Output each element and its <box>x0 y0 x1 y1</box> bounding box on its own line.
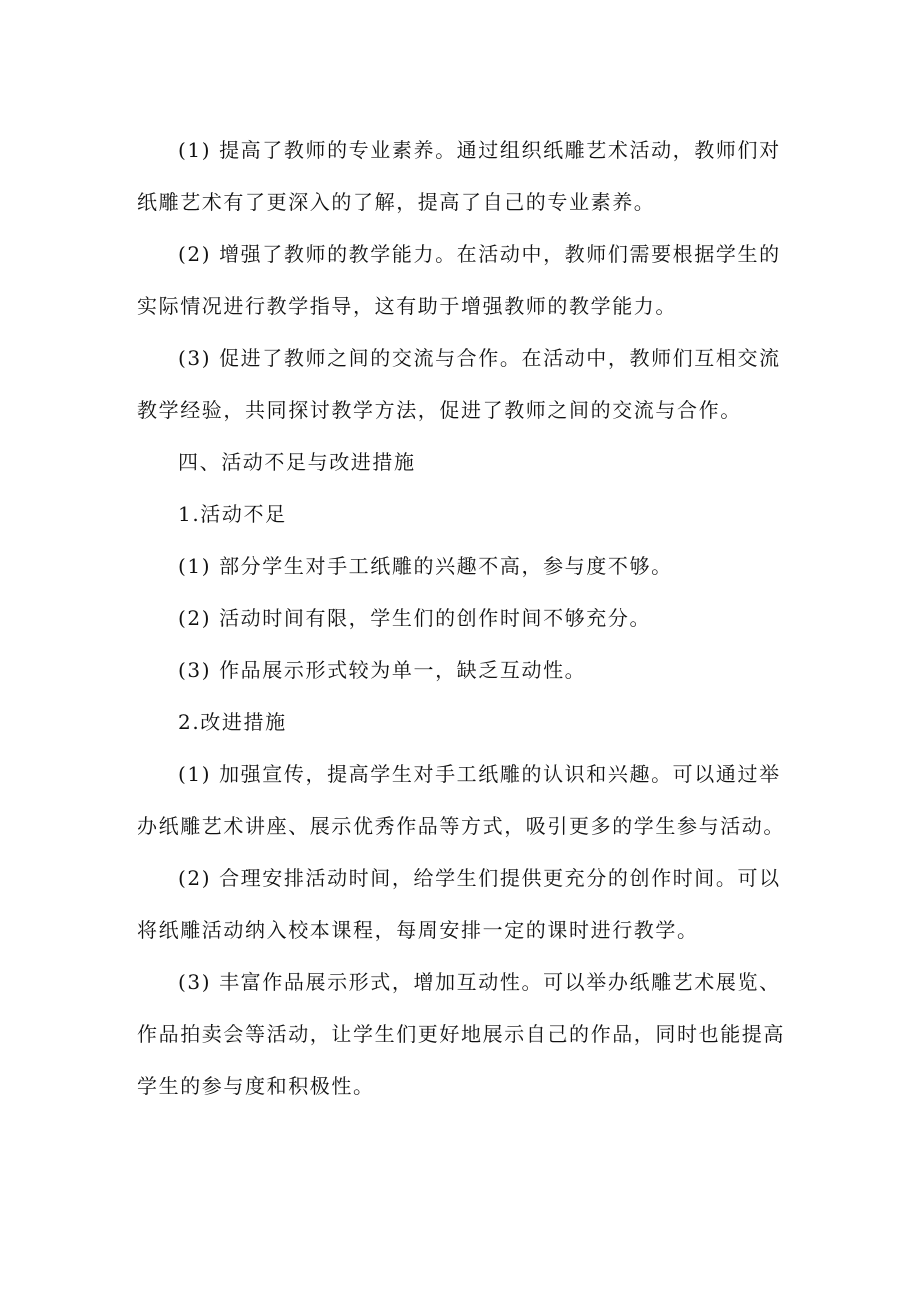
paragraph-teaching-ability: (2) 增强了教师的教学能力。在活动中，教师们需要根据学生的实际情况进行教学指导，这有助于增强教师的教学能力。 <box>137 242 781 318</box>
paragraph-publicity: (1) 加强宣传，提高学生对手工纸雕的认识和兴趣。可以通过举办纸雕艺术讲座、展示优秀作品等方式，吸引更多的学生参与活动。 <box>137 762 785 838</box>
document-body <box>137 124 797 1112</box>
paragraph-low-interest: (1) 部分学生对手工纸雕的兴趣不高，参与度不够。 <box>178 554 673 578</box>
paragraph-teacher-literacy: (1) 提高了教师的专业素养。通过组织纸雕艺术活动，教师们对纸雕艺术有了更深入的了解，提高了自己的专业素养。 <box>137 138 781 214</box>
subheading-improvements: 2.改进措施 <box>178 710 287 734</box>
paragraph-display-forms: (3) 丰富作品展示形式，增加互动性。可以举办纸雕艺术展览、作品拍卖会等活动，让学生们更好地展示自己的作品，同时也能提高学生的参与度和积极性。 <box>137 970 785 1098</box>
section-heading-shortcomings: 四、活动不足与改进措施 <box>178 450 416 474</box>
paragraph-single-display: (3) 作品展示形式较为单一，缺乏互动性。 <box>178 658 587 682</box>
paragraph-teacher-cooperation: (3) 促进了教师之间的交流与合作。在活动中，教师们互相交流教学经验，共同探讨教学方法，促进了教师之间的交流与合作。 <box>137 346 781 422</box>
paragraph-limited-time: (2) 活动时间有限，学生们的创作时间不够充分。 <box>178 606 652 630</box>
subheading-shortcomings: 1.活动不足 <box>178 502 287 526</box>
paragraph-schedule: (2) 合理安排活动时间，给学生们提供更充分的创作时间。可以将纸雕活动纳入校本课程，每周安排一定的课时进行教学。 <box>137 866 781 942</box>
